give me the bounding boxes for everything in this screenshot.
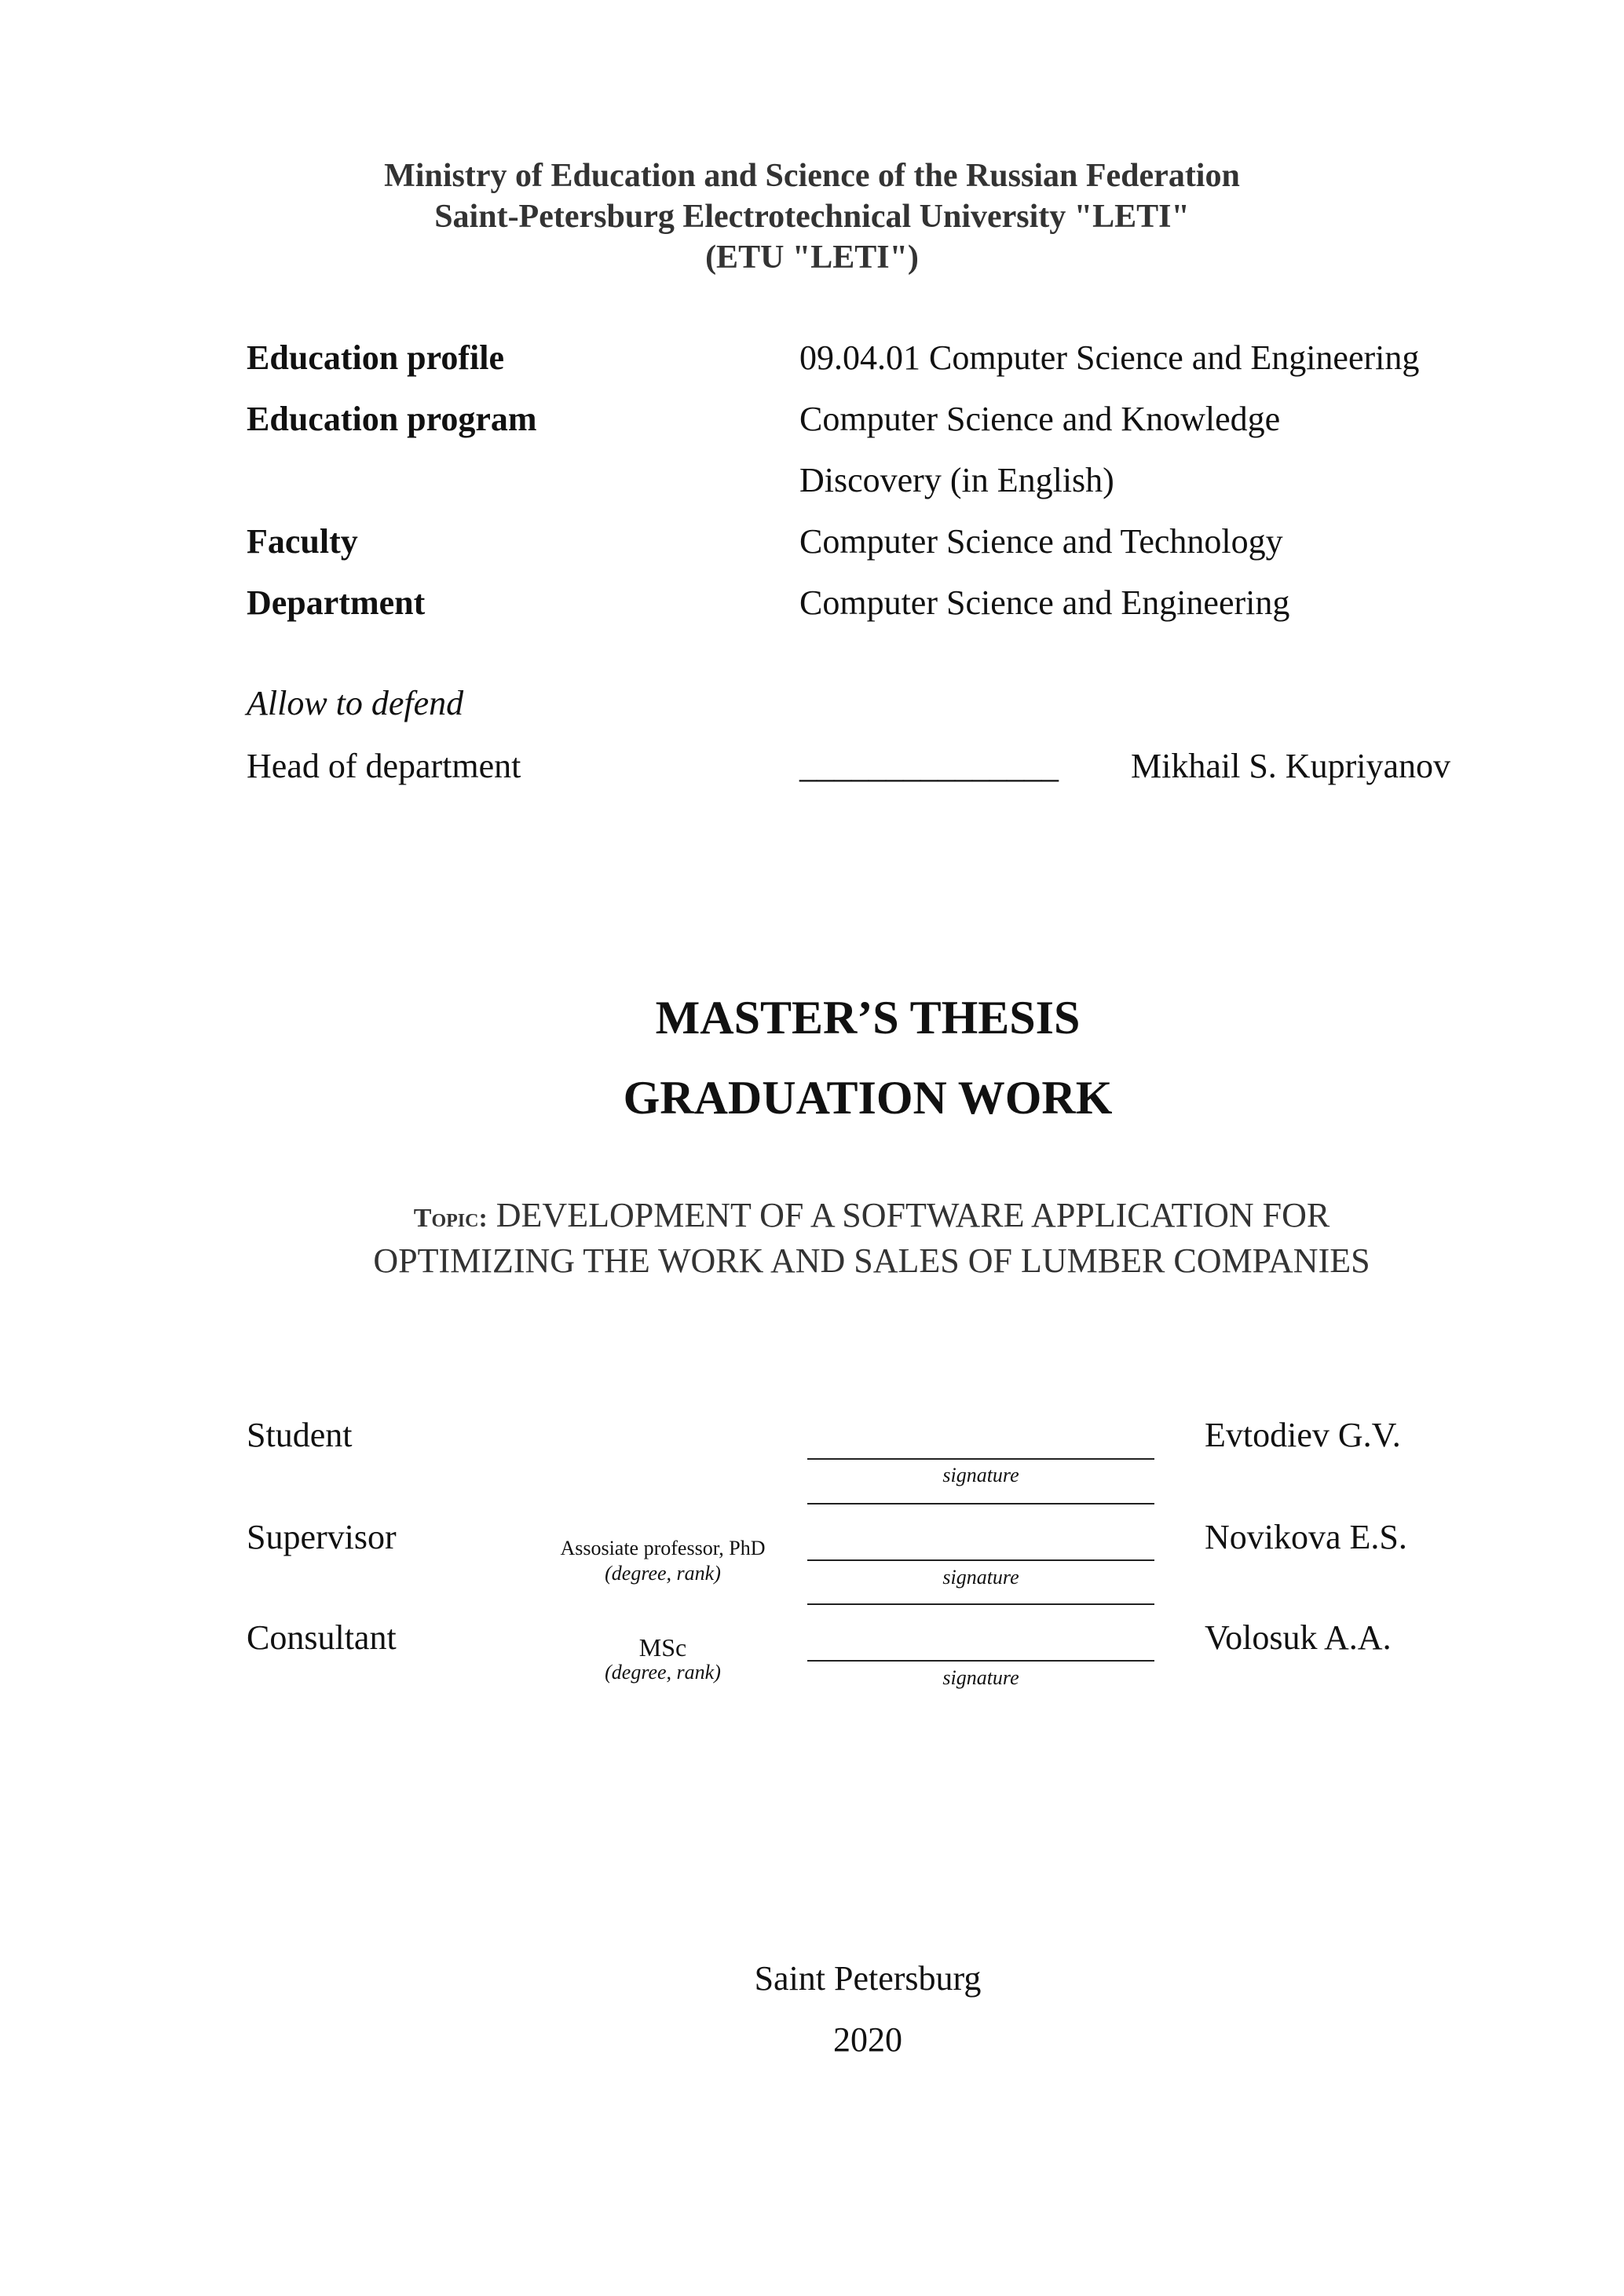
education-program-value-line2: Discovery (in English) <box>799 461 1114 499</box>
consultant-name: Volosuk A.A. <box>1205 1618 1392 1657</box>
head-signature-blank: _______________ <box>799 747 1059 785</box>
university-line: Saint-Petersburg Electrotechnical University "LETI" <box>434 199 1190 235</box>
supervisor-degree-caption: (degree, rank) <box>605 1562 721 1585</box>
supervisor-signature-caption: signature <box>942 1566 1019 1589</box>
consultant-degree-value: MSc <box>638 1633 687 1662</box>
topic-label: Topic: <box>413 1204 488 1233</box>
supervisor-degree <box>506 1536 820 1586</box>
supervisor-name: Novikova E.S. <box>1205 1518 1407 1556</box>
student-name: Evtodiev G.V. <box>1205 1416 1401 1454</box>
thesis-title-line2: GRADUATION WORK <box>623 1072 1113 1124</box>
thesis-title-line1: MASTER’S THESIS <box>655 992 1081 1044</box>
department-value: Computer Science and Engineering <box>799 583 1290 622</box>
supervisor-signature-line <box>807 1559 1154 1561</box>
student-signature-caption: signature <box>942 1464 1019 1486</box>
supervisor-role: Supervisor <box>247 1518 397 1556</box>
education-profile-label: Education profile <box>247 338 505 377</box>
education-program-value-line1: Computer Science and Knowledge <box>799 400 1281 438</box>
supervisor-degree-value: Assosiate professor, PhD <box>560 1537 766 1559</box>
education-profile-value: 09.04.01 Computer Science and Engineering <box>799 338 1420 377</box>
signature-separator-line <box>807 1603 1154 1605</box>
ministry-line: Ministry of Education and Science of the Russian Federation <box>384 158 1240 194</box>
faculty-label: Faculty <box>247 522 358 561</box>
consultant-degree-caption: (degree, rank) <box>605 1661 721 1684</box>
faculty-value: Computer Science and Technology <box>799 522 1283 561</box>
consultant-signature-line <box>807 1660 1154 1662</box>
consultant-degree <box>506 1635 820 1685</box>
consultant-signature-caption: signature <box>942 1666 1019 1689</box>
head-of-department-name: Mikhail S. Kupriyanov <box>1131 747 1450 785</box>
topic-line1 <box>0 1194 1624 1241</box>
year: 2020 <box>833 2020 902 2059</box>
city: Saint Petersburg <box>754 1959 982 1998</box>
consultant-role: Consultant <box>247 1618 397 1657</box>
student-signature-line <box>807 1458 1154 1460</box>
head-of-department-label: Head of department <box>247 747 521 785</box>
department-label: Department <box>247 583 426 622</box>
university-abbrev: (ETU "LETI") <box>705 239 919 276</box>
education-program-label: Education program <box>247 400 537 438</box>
signature-separator-line <box>807 1503 1154 1504</box>
topic-text-line2: OPTIMIZING THE WORK AND SALES OF LUMBER COMPANIES <box>373 1241 1370 1280</box>
student-role: Student <box>247 1416 353 1454</box>
allow-to-defend: Allow to defend <box>247 684 464 722</box>
topic-text-line1: DEVELOPMENT OF A SOFTWARE APPLICATION FOR <box>496 1196 1330 1234</box>
